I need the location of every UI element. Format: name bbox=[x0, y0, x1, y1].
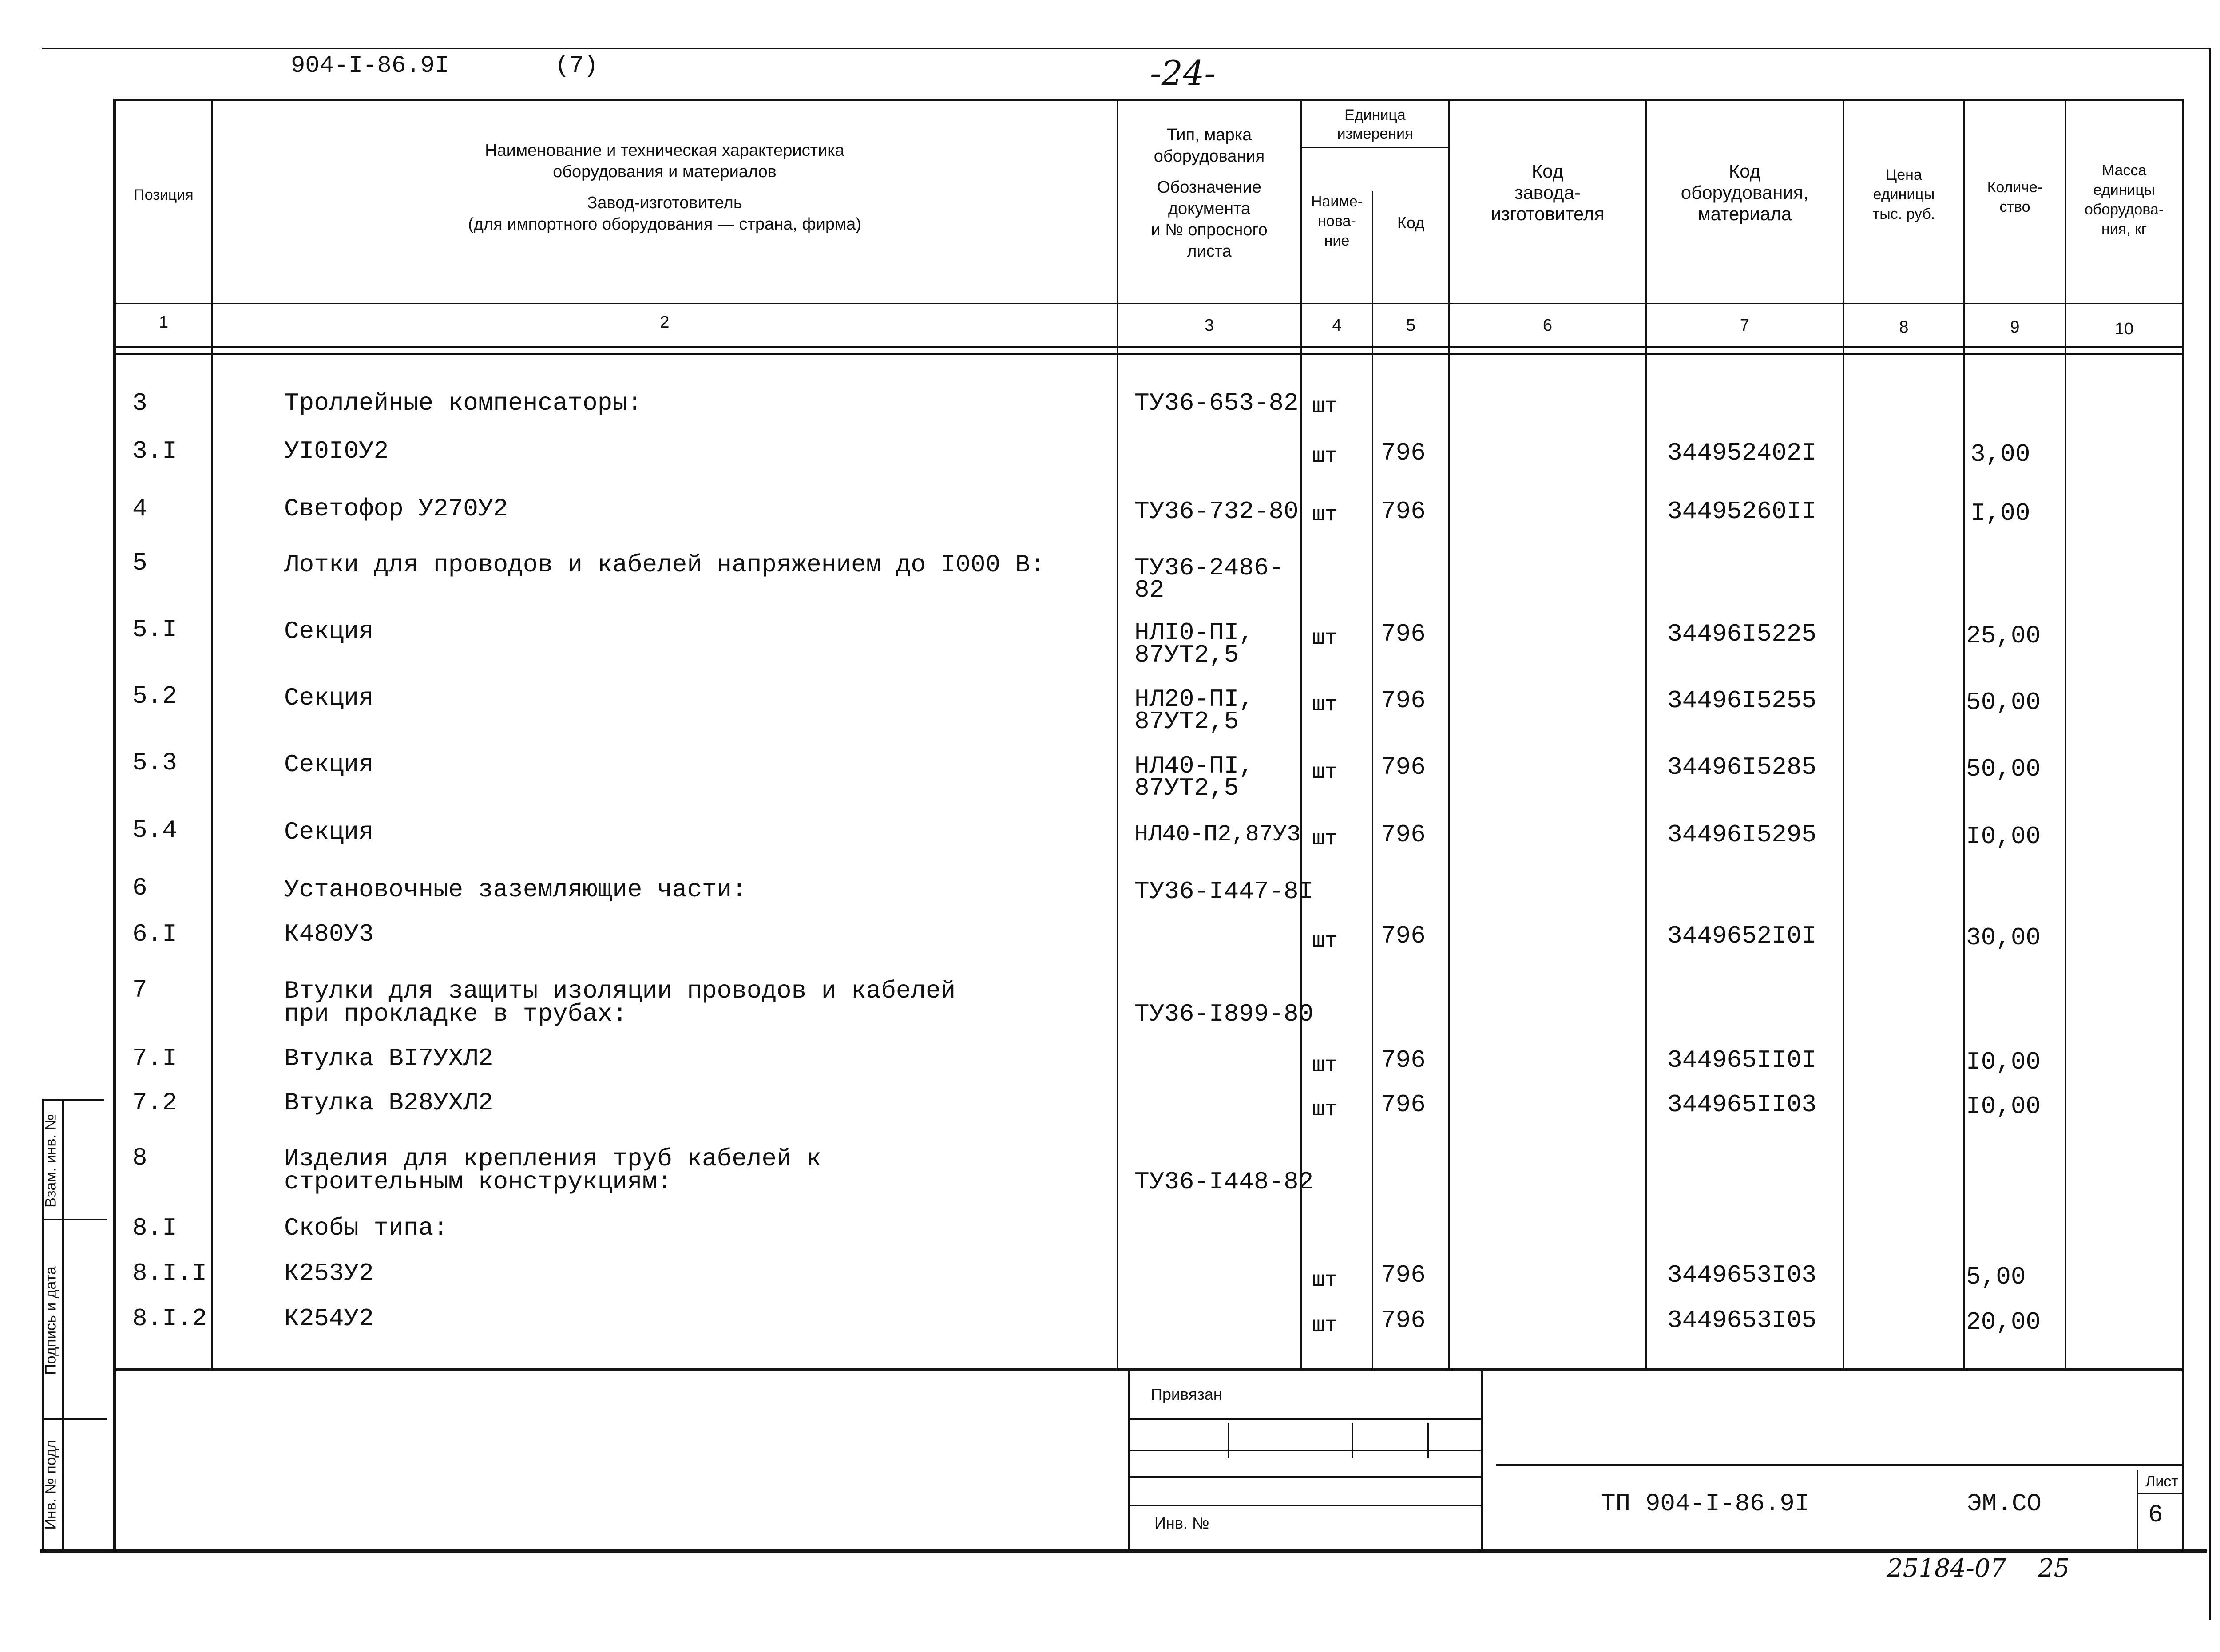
row-unit: шт bbox=[1312, 693, 1338, 717]
row-position: 4 bbox=[132, 495, 147, 523]
row-quantity: 20,00 bbox=[1966, 1308, 2041, 1336]
row-unit: шт bbox=[1312, 1054, 1338, 1078]
header-price-line2: единицы bbox=[1873, 186, 1935, 203]
row-code: 796 bbox=[1381, 1261, 1426, 1289]
row-name: Изделия для крепления труб кабелей к строительным конструкциям: bbox=[284, 1145, 821, 1196]
row-position: 3 bbox=[132, 389, 147, 417]
header-qty-line2: ство bbox=[1999, 198, 2030, 215]
row-equipment-code: 34496I5285 bbox=[1667, 753, 1817, 781]
col-number: 2 bbox=[660, 313, 670, 332]
row-equipment-code: 344952402I bbox=[1667, 439, 1817, 467]
archive-page: 25 bbox=[2038, 1554, 2070, 1583]
row-unit: шт bbox=[1312, 1098, 1338, 1122]
row-code: 796 bbox=[1381, 620, 1426, 648]
sheet-label: Лист bbox=[2145, 1473, 2178, 1490]
row-equipment-code: 3449653I05 bbox=[1667, 1306, 1817, 1335]
header-name bbox=[213, 140, 1117, 235]
row-type: НЛ40-ПI, 87УТ2,5 bbox=[1134, 752, 1254, 802]
row-name: К253У2 bbox=[284, 1259, 374, 1288]
header-price bbox=[1844, 165, 1963, 224]
row-name: Секция bbox=[284, 684, 374, 712]
row-name: Втулка В28УХЛ2 bbox=[284, 1089, 493, 1117]
row-unit: шт bbox=[1312, 761, 1338, 784]
row-position: 5 bbox=[132, 549, 147, 577]
row-position: 3.I bbox=[132, 437, 177, 465]
header-equipment-code bbox=[1647, 161, 1843, 225]
header-type-line4: документа bbox=[1168, 199, 1251, 218]
header-type-line2: оборудования bbox=[1154, 147, 1265, 166]
col-number: 1 bbox=[159, 313, 169, 332]
header-mass-line4: ния, кг bbox=[2101, 221, 2147, 238]
row-position: 7 bbox=[132, 976, 147, 1004]
header-name-line4: (для импортного оборудования — страна, фирма) bbox=[468, 215, 861, 234]
row-unit: шт bbox=[1312, 827, 1338, 851]
row-name: Секция bbox=[284, 818, 374, 846]
row-type: НЛ40-П2,87У3 bbox=[1134, 821, 1301, 848]
header-factory-line2: завода- bbox=[1514, 182, 1581, 203]
row-position: 5.I bbox=[132, 615, 177, 644]
row-name: Установочные заземляющие части: bbox=[284, 876, 747, 904]
header-price-line1: Цена bbox=[1886, 166, 1922, 183]
doc-code: 904-I-86.9I bbox=[291, 52, 449, 79]
row-code: 796 bbox=[1381, 1046, 1426, 1074]
row-code: 796 bbox=[1381, 439, 1426, 467]
header-unit-name-line3: ние bbox=[1324, 232, 1350, 249]
page-number: -24- bbox=[1150, 53, 1216, 93]
row-name: К480У3 bbox=[284, 920, 374, 948]
header-price-line3: тыс. руб. bbox=[1872, 206, 1935, 222]
row-type: ТУ36-I447-8I bbox=[1134, 877, 1314, 906]
row-type: ТУ36-I899-80 bbox=[1134, 1000, 1314, 1028]
row-quantity: 50,00 bbox=[1966, 688, 2041, 717]
header-mass-line1: Масса bbox=[2101, 162, 2147, 179]
row-name: Секция bbox=[284, 750, 374, 779]
row-name: Светофор У270У2 bbox=[284, 495, 508, 523]
row-position: 6.I bbox=[132, 920, 177, 948]
row-type: ТУ36-732-80 bbox=[1134, 497, 1299, 526]
row-type: НЛI0-ПI, 87УТ2,5 bbox=[1134, 618, 1254, 669]
row-quantity: 50,00 bbox=[1966, 755, 2041, 783]
header-unit-line1: Единица bbox=[1344, 107, 1406, 123]
header-qty-line1: Количе- bbox=[1987, 179, 2043, 196]
row-quantity: I0,00 bbox=[1966, 1092, 2041, 1121]
header-unit-name-line2: нова- bbox=[1318, 213, 1356, 230]
privyazan-label: Привязан bbox=[1151, 1385, 1222, 1403]
header-factory-line3: изготовителя bbox=[1491, 203, 1605, 224]
row-name: Скобы типа: bbox=[284, 1214, 448, 1242]
row-name: Секция bbox=[284, 617, 374, 646]
row-code: 796 bbox=[1381, 497, 1426, 526]
side-stamp-zam: Взам. инв. № bbox=[42, 1114, 59, 1208]
row-code: 796 bbox=[1381, 1306, 1426, 1335]
row-name: К254У2 bbox=[284, 1304, 374, 1333]
header-name-line3: Завод-изготовитель bbox=[587, 194, 742, 212]
row-position: 8.I.2 bbox=[132, 1304, 207, 1333]
row-code: 796 bbox=[1381, 686, 1426, 715]
row-name: Втулки для защиты изоляции проводов и кабелей при прокладке в трубах: bbox=[284, 977, 956, 1028]
row-name: УI0I0У2 bbox=[284, 437, 389, 465]
row-name: Троллейные компенсаторы: bbox=[284, 389, 642, 417]
header-equip-line1: Код bbox=[1728, 161, 1761, 182]
row-quantity: 30,00 bbox=[1966, 923, 2041, 952]
row-type: НЛ20-ПI, 87УТ2,5 bbox=[1134, 685, 1254, 736]
row-type: ТУ36-I448-82 bbox=[1134, 1168, 1314, 1196]
header-factory-code bbox=[1450, 161, 1645, 225]
row-equipment-code: 344965II03 bbox=[1667, 1090, 1817, 1119]
col-number: 6 bbox=[1542, 316, 1553, 335]
header-type bbox=[1118, 124, 1300, 262]
row-unit: шт bbox=[1312, 503, 1338, 527]
row-equipment-code: 344965II0I bbox=[1667, 1046, 1817, 1074]
row-code: 796 bbox=[1381, 1090, 1426, 1119]
header-unit bbox=[1302, 106, 1448, 143]
archive-number: 25184-07 bbox=[1887, 1554, 2006, 1583]
row-position: 5.2 bbox=[132, 682, 177, 710]
row-quantity: I0,00 bbox=[1966, 1048, 2041, 1076]
row-position: 7.I bbox=[132, 1044, 177, 1073]
em-code: ЭМ.СО bbox=[1967, 1490, 2042, 1518]
row-code: 796 bbox=[1381, 820, 1426, 849]
header-type-line1: Тип, марка bbox=[1166, 126, 1252, 144]
row-unit: шт bbox=[1312, 444, 1338, 468]
row-position: 5.3 bbox=[132, 749, 177, 777]
header-type-line3: Обозначение bbox=[1157, 178, 1261, 197]
col-number: 5 bbox=[1406, 316, 1416, 335]
row-position: 8 bbox=[132, 1144, 147, 1172]
row-type: ТУ36-2486- 82 bbox=[1134, 554, 1284, 604]
row-equipment-code: 34496I5255 bbox=[1667, 686, 1817, 715]
row-equipment-code: 34496I5225 bbox=[1667, 620, 1817, 648]
row-quantity: 25,00 bbox=[1966, 622, 2041, 650]
sheet-number: 6 bbox=[2148, 1501, 2163, 1529]
row-unit: шт bbox=[1312, 395, 1338, 419]
row-position: 7.2 bbox=[132, 1089, 177, 1117]
col-number: 9 bbox=[2010, 318, 2020, 337]
row-name: Лотки для проводов и кабелей напряжением до I000 В: bbox=[284, 551, 1045, 579]
header-unit-name bbox=[1302, 192, 1372, 250]
col-number: 7 bbox=[1740, 316, 1750, 335]
row-quantity: 3,00 bbox=[1970, 440, 2030, 468]
header-type-line5: и № опросного bbox=[1151, 221, 1268, 239]
doc-part: (7) bbox=[555, 52, 599, 79]
side-stamp-inv: Инв. № подл bbox=[42, 1440, 59, 1530]
side-stamp-sign: Подпись и дата bbox=[42, 1266, 59, 1375]
col-number: 8 bbox=[1899, 318, 1909, 337]
header-unit-code: Код bbox=[1397, 214, 1425, 232]
tp-code: ТП 904-I-86.9I bbox=[1601, 1490, 1810, 1518]
header-mass bbox=[2066, 161, 2182, 239]
row-unit: шт bbox=[1312, 626, 1338, 650]
header-equip-line2: оборудования, bbox=[1681, 182, 1809, 203]
row-equipment-code: 3449652I0I bbox=[1667, 922, 1817, 950]
row-unit: шт bbox=[1312, 1268, 1338, 1292]
header-unit-name-line1: Наиме- bbox=[1311, 193, 1363, 210]
header-name-line2: оборудования и материалов bbox=[553, 162, 777, 181]
header-position: Позиция bbox=[134, 186, 194, 203]
row-equipment-code: 34495260II bbox=[1667, 497, 1817, 526]
row-position: 8.I.I bbox=[132, 1259, 207, 1288]
header-unit-line2: измерения bbox=[1337, 125, 1413, 142]
row-position: 5.4 bbox=[132, 816, 177, 844]
row-unit: шт bbox=[1312, 1314, 1338, 1338]
row-equipment-code: 34496I5295 bbox=[1667, 820, 1817, 849]
header-factory-line1: Код bbox=[1531, 161, 1564, 182]
header-mass-line3: оборудова- bbox=[2084, 201, 2164, 218]
inv-number-label: Инв. № bbox=[1154, 1514, 1209, 1532]
header-quantity bbox=[1965, 178, 2065, 217]
header-name-line1: Наименование и техническая характеристика bbox=[485, 141, 844, 160]
row-equipment-code: 3449653I03 bbox=[1667, 1261, 1817, 1289]
row-type: ТУ36-653-82 bbox=[1134, 389, 1299, 417]
header-type-line6: листа bbox=[1187, 242, 1232, 261]
col-number: 3 bbox=[1204, 316, 1214, 335]
col-number: 4 bbox=[1332, 316, 1342, 335]
row-position: 6 bbox=[132, 874, 147, 902]
row-quantity: 5,00 bbox=[1966, 1263, 2026, 1291]
row-unit: шт bbox=[1312, 929, 1338, 953]
row-code: 796 bbox=[1381, 922, 1426, 950]
header-equip-line3: материала bbox=[1697, 203, 1792, 224]
col-number: 10 bbox=[2114, 320, 2134, 338]
row-quantity: I0,00 bbox=[1966, 822, 2041, 851]
row-position: 8.I bbox=[132, 1214, 177, 1242]
row-code: 796 bbox=[1381, 753, 1426, 781]
row-quantity: I,00 bbox=[1970, 499, 2030, 527]
row-name: Втулка ВI7УХЛ2 bbox=[284, 1044, 493, 1073]
header-mass-line2: единицы bbox=[2093, 182, 2155, 198]
